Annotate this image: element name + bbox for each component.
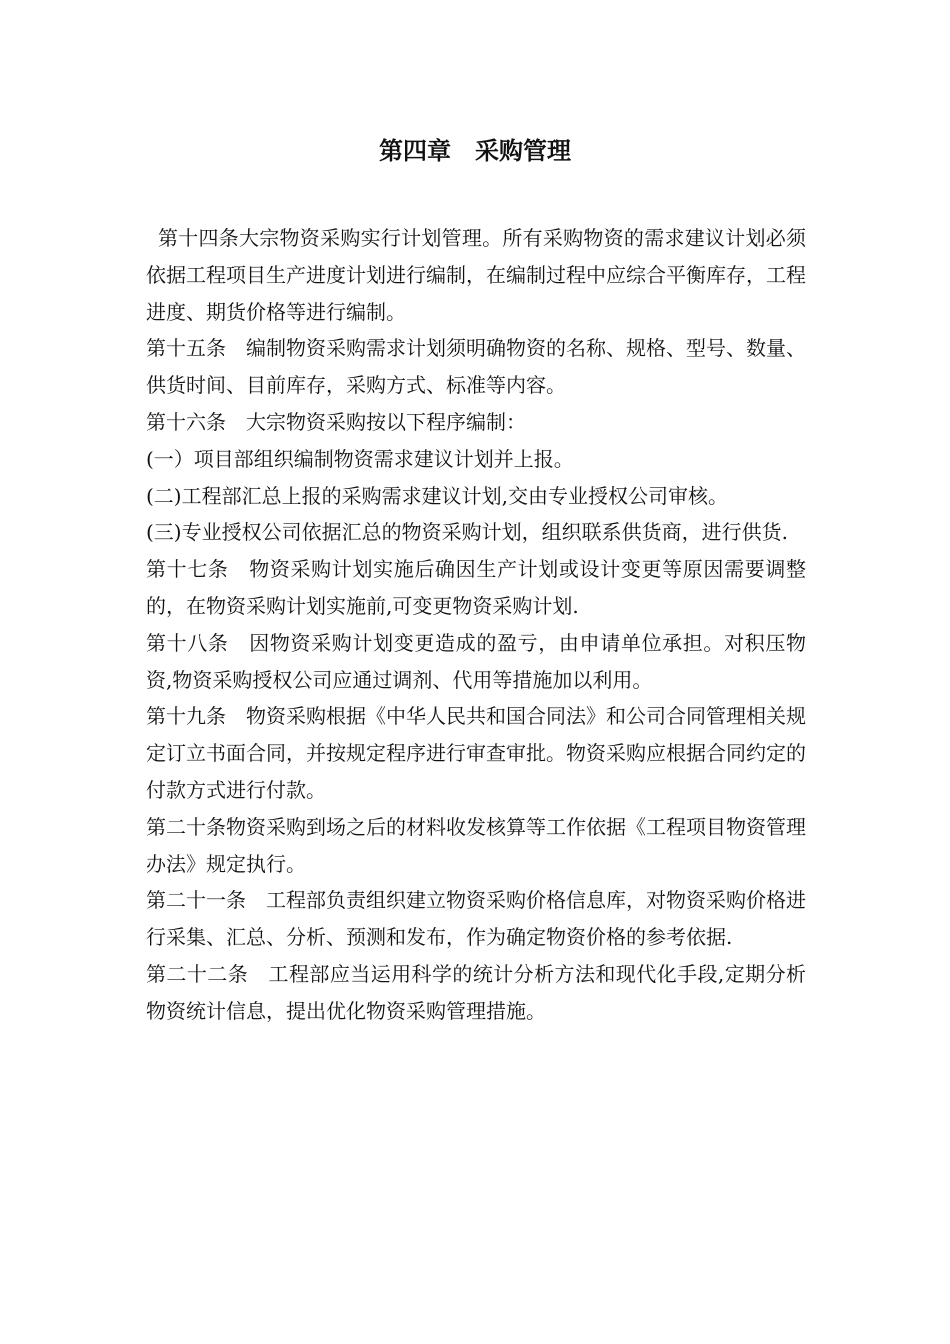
chapter-title: 第四章 采购管理 (379, 137, 571, 165)
article-21: 第二十一条 工程部负责组织建立物资采购价格信息库，对物资采购价格进行采集、汇总、分析、预测和发布，作为确定物资价格的参考依据. (146, 888, 806, 950)
article-19: 第十九条 物资采购根据《中华人民共和国合同法》和公司合同管理相关规定订立书面合同，并按规定程序进行审查审批。物资采购应根据合同约定的付款方式进行付款。 (146, 704, 806, 802)
article-16-item-1: (一）项目部组织编制物资需求建议计划并上报。 (146, 446, 574, 471)
article-14: 第十四条大宗物资采购实行计划管理。所有采购物资的需求建议计划必须依据工程项目生产进度计划进行编制，在编制过程中应综合平衡库存，工程进度、期货价格等进行编制。 (146, 226, 806, 324)
article-16: 第十六条 大宗物资采购按以下程序编制： (146, 409, 526, 434)
article-18: 第十八条 因物资采购计划变更造成的盈亏，由申请单位承担。对积压物资,物资采购授权公司应通过调剂、代用等措施加以利用。 (146, 630, 806, 692)
article-17: 第十七条 物资采购计划实施后确因生产计划或设计变更等原因需要调整的，在物资采购计划实施前,可变更物资采购计划. (146, 557, 806, 618)
article-16-item-2: (二)工程部汇总上报的采购需求建议计划,交由专业授权公司审核。 (146, 483, 728, 508)
article-16-item-3: (三)专业授权公司依据汇总的物资采购计划，组织联系供货商，进行供货. (146, 520, 788, 545)
document-body (146, 220, 806, 1030)
article-22: 第二十二条 工程部应当运用科学的统计分析方法和现代化手段,定期分析物资统计信息，提出优化物资采购管理措施。 (146, 961, 806, 1023)
article-15: 第十五条 编制物资采购需求计划须明确物资的名称、规格、型号、数量、供货时间、目前库存，采购方式、标准等内容。 (146, 336, 806, 398)
article-20: 第二十条物资采购到场之后的材料收发核算等工作依据《工程项目物资管理办法》规定执行。 (146, 814, 806, 876)
